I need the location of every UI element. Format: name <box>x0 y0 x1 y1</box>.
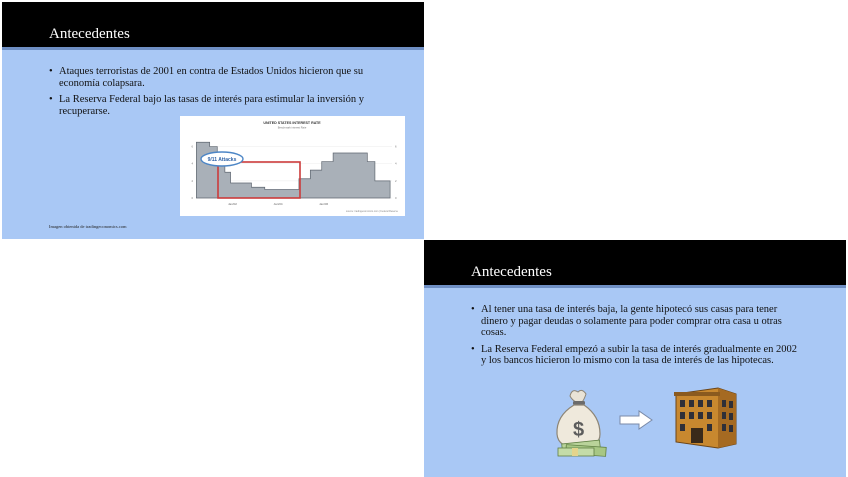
header-divider <box>424 285 846 288</box>
chart-source: source: tradingeconomics.com | Federal Reserve <box>345 210 398 213</box>
money-bag-icon <box>548 386 612 458</box>
slide-title: Antecedentes <box>49 26 130 42</box>
interest-rate-chart <box>180 116 405 216</box>
chart-svg <box>180 116 405 216</box>
x-tick-label: Jan/04 <box>273 202 283 206</box>
chart-title: UNITED STATES INTEREST RATE <box>263 121 321 125</box>
slide-1[interactable] <box>2 2 424 239</box>
bullet-item: • La Reserva Federal bajo las tasas de interés para estimular la inversión y recuperarse. <box>49 94 379 117</box>
bullet-item: • Ataques terroristas de 2001 en contra de Estados Unidos hicieron que su economía colapsara. <box>49 66 379 89</box>
dollar-sign: $ <box>572 419 585 441</box>
rate-area <box>196 142 390 198</box>
slide-title: Antecedentes <box>471 264 552 280</box>
building-icon <box>670 384 740 450</box>
slide-header <box>2 2 424 50</box>
y-tick-label: 2 <box>191 178 193 183</box>
y-tick-label-right: 0 <box>395 196 397 200</box>
slide-2[interactable] <box>424 240 846 477</box>
slide-header <box>424 240 846 288</box>
y-tick-label: 0 <box>191 196 193 200</box>
x-tick-label: Jan/02 <box>227 202 237 206</box>
annotation-label: 9/11 Attacks <box>207 157 237 163</box>
bullet-list <box>471 304 801 372</box>
image-credit: Imagen obtenida de tradingeconomics.com <box>49 224 127 229</box>
y-tick-label: 6 <box>191 144 193 149</box>
y-tick-label-right: 4 <box>395 161 397 166</box>
y-tick-label-right: 6 <box>395 144 397 149</box>
y-tick-label-right: 2 <box>395 178 397 183</box>
x-tick-label: Jan/06 <box>319 202 329 206</box>
header-divider <box>2 47 424 50</box>
bullet-list <box>49 66 379 122</box>
arrow-right-icon <box>619 410 653 430</box>
chart-subtitle: Benchmark interest Rate <box>277 126 307 130</box>
bullet-item: • Al tener una tasa de interés baja, la gente hipotecó sus casas para tener dinero y pagar deudas o solamente para poder comprar otra casa u otras cosas. <box>471 304 801 339</box>
bullet-item: • La Reserva Federal empezó a subir la tasa de interés gradualmente en 2002 y los bancos hicieron lo mismo con la tasa de interés de las hipotecas. <box>471 344 801 367</box>
y-tick-label: 4 <box>191 161 193 166</box>
